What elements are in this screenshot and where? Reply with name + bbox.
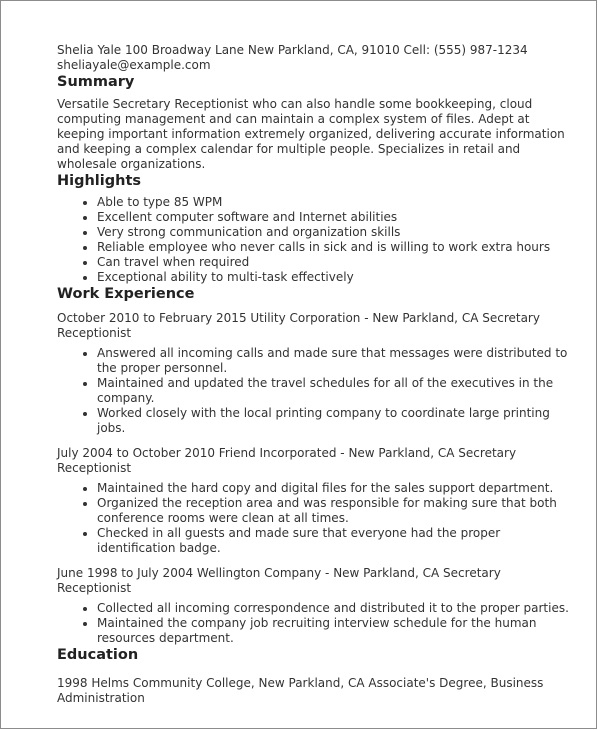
highlight-item: • Able to type 85 WPM xyxy=(97,195,576,210)
job-duty-item: • Maintained the company job recruiting interview schedule for the human resources department. xyxy=(97,616,576,646)
summary-text: Versatile Secretary Receptionist who can also handle some bookkeeping, cloud computing management and can maintain a complex system of files. Adept at keeping important information extremely organized, delivering accurate information and keeping a complex calendar for multiple people. Specializes in retail and wholesale organizations. xyxy=(57,97,565,171)
contact-line: Shelia Yale 100 Broadway Lane New Parkland, CA, 91010 Cell: (555) 987-1234 xyxy=(57,43,528,57)
job-duty-item: • Answered all incoming calls and made sure that messages were distributed to the proper personnel. xyxy=(97,346,576,376)
education-entry: 1998 Helms Community College, New Parkland, CA Associate's Degree, Business Administration xyxy=(57,676,544,705)
job-duties-list xyxy=(57,601,576,646)
job-duty-item: • Maintained and updated the travel schedules for all of the executives in the company. xyxy=(97,376,576,406)
contact-email: sheliayale@example.com xyxy=(57,58,211,72)
job-header: October 2010 to February 2015 Utility Corporation - New Parkland, CA Secretary Receptionist xyxy=(57,311,540,340)
job-duty-item: • Worked closely with the local printing company to coordinate large printing jobs. xyxy=(97,406,576,436)
highlight-item: • Very strong communication and organization skills xyxy=(97,225,576,240)
contact-info xyxy=(57,43,576,73)
highlight-item: • Can travel when required xyxy=(97,255,576,270)
job-duty-item: • Organized the reception area and was responsible for making sure that both conference rooms were clean at all times. xyxy=(97,496,576,526)
job-duties-list xyxy=(57,481,576,556)
summary-heading: Summary xyxy=(57,74,135,90)
job-duty-item: • Maintained the hard copy and digital files for the sales support department. xyxy=(97,481,576,496)
job-duty-item: • Checked in all guests and made sure that everyone had the proper identification badge. xyxy=(97,526,576,556)
job-header: June 1998 to July 2004 Wellington Company - New Parkland, CA Secretary Receptionist xyxy=(57,566,501,595)
highlight-item: • Exceptional ability to multi-task effectively xyxy=(97,270,576,285)
education-heading: Education xyxy=(57,647,139,663)
highlight-item: • Reliable employee who never calls in sick and is willing to work extra hours xyxy=(97,240,576,255)
job-duties-list xyxy=(57,346,576,436)
highlights-list xyxy=(57,195,576,285)
job-header: July 2004 to October 2010 Friend Incorporated - New Parkland, CA Secretary Receptionist xyxy=(57,446,517,475)
job-duty-item: • Collected all incoming correspondence and distributed it to the proper parties. xyxy=(97,601,576,616)
work-experience-heading: Work Experience xyxy=(57,286,195,302)
highlights-heading: Highlights xyxy=(57,173,142,189)
highlight-item: • Excellent computer software and Internet abilities xyxy=(97,210,576,225)
